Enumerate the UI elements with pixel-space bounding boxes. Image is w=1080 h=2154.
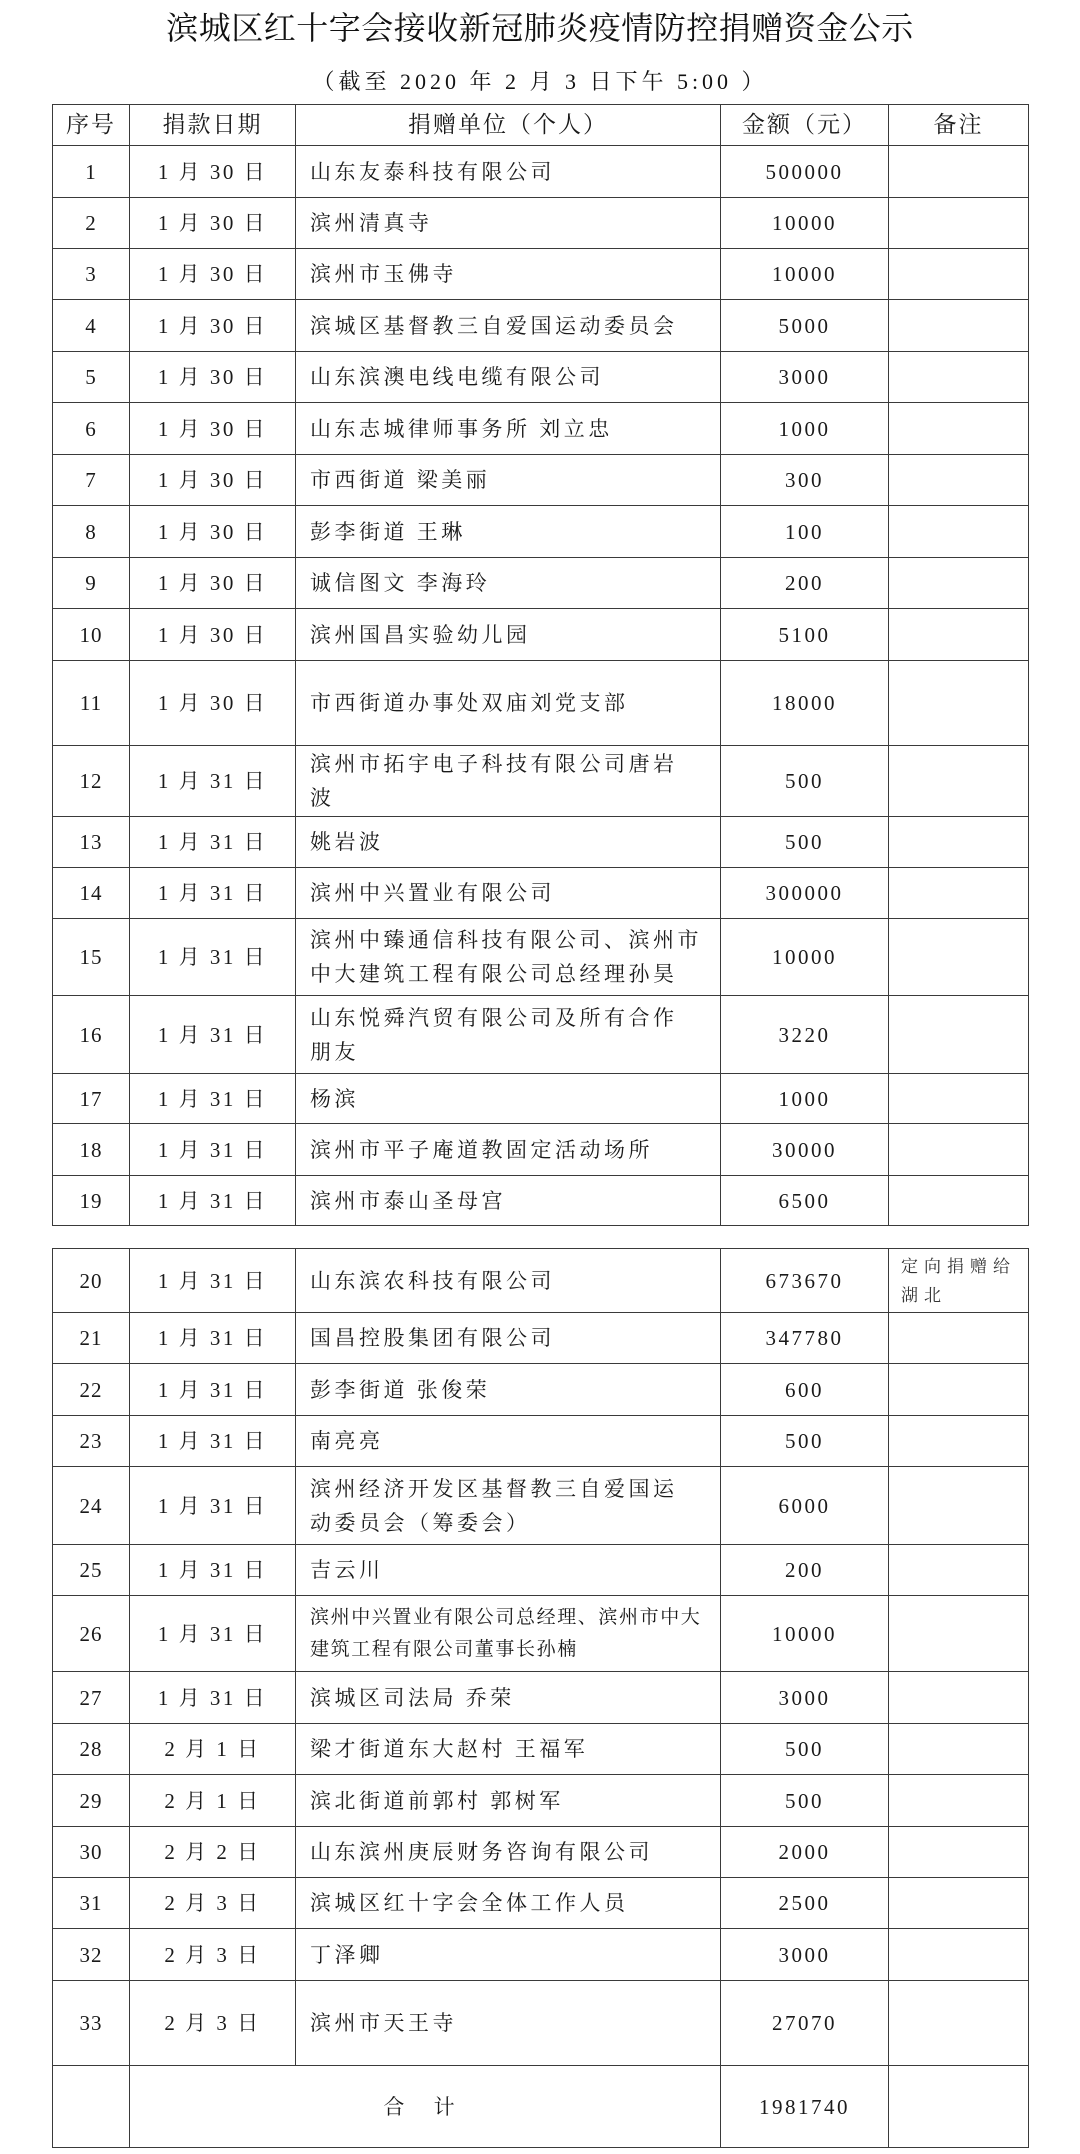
remark-cell xyxy=(889,249,1029,300)
donor-name-cell: 山东滨农科技有限公司 xyxy=(296,1249,721,1313)
amount-cell: 3000 xyxy=(721,352,889,403)
remark-cell xyxy=(889,1313,1029,1364)
row-index-cell: 26 xyxy=(53,1596,130,1672)
table-row xyxy=(53,996,1029,1074)
donation-date-cell: 1 月 31 日 xyxy=(130,1467,296,1545)
row-index-cell: 20 xyxy=(53,1249,130,1313)
amount-cell: 10000 xyxy=(721,919,889,996)
row-index-cell: 25 xyxy=(53,1545,130,1596)
total-index-cell xyxy=(53,2066,130,2148)
table-row xyxy=(53,868,1029,919)
remark-cell xyxy=(889,1364,1029,1416)
donation-table-part-2 xyxy=(52,1248,1029,2148)
amount-cell: 3000 xyxy=(721,1672,889,1724)
row-index-cell: 19 xyxy=(53,1176,130,1226)
donor-name-cell: 彭李街道 王琳 xyxy=(296,506,721,558)
amount-cell: 600 xyxy=(721,1364,889,1416)
header-remark: 备注 xyxy=(889,105,1029,146)
donor-name-cell: 丁泽卿 xyxy=(296,1929,721,1981)
donor-name-cell: 滨城区基督教三自爱国运动委员会 xyxy=(296,300,721,352)
donation-date-cell: 1 月 31 日 xyxy=(130,1672,296,1724)
amount-cell: 2000 xyxy=(721,1827,889,1878)
row-index-cell: 13 xyxy=(53,817,130,868)
row-index-cell: 10 xyxy=(53,609,130,661)
table-row xyxy=(53,403,1029,455)
donation-date-cell: 2 月 2 日 xyxy=(130,1827,296,1878)
table-row xyxy=(53,1313,1029,1364)
total-remark-cell xyxy=(889,2066,1029,2148)
amount-cell: 500 xyxy=(721,817,889,868)
table-row xyxy=(53,1981,1029,2066)
donor-name-cell: 山东友泰科技有限公司 xyxy=(296,146,721,198)
remark-cell xyxy=(889,1878,1029,1929)
table-row xyxy=(53,1176,1029,1226)
donor-name-cell: 滨州经济开发区基督教三自爱国运 动委员会（筹委会） xyxy=(296,1467,721,1545)
donor-name-cell: 滨州清真寺 xyxy=(296,198,721,249)
header-date: 捐款日期 xyxy=(130,105,296,146)
row-index-cell: 30 xyxy=(53,1827,130,1878)
donation-date-cell: 1 月 30 日 xyxy=(130,455,296,506)
amount-cell: 2500 xyxy=(721,1878,889,1929)
table-row xyxy=(53,558,1029,609)
remark-cell xyxy=(889,506,1029,558)
donation-date-cell: 2 月 3 日 xyxy=(130,1929,296,1981)
table-row xyxy=(53,1775,1029,1827)
amount-cell: 5100 xyxy=(721,609,889,661)
table-row xyxy=(53,1672,1029,1724)
donation-date-cell: 1 月 31 日 xyxy=(130,1124,296,1176)
row-index-cell: 1 xyxy=(53,146,130,198)
donation-table-part-1 xyxy=(52,104,1029,1226)
total-row xyxy=(53,2066,1029,2148)
donation-date-cell: 1 月 31 日 xyxy=(130,868,296,919)
remark-cell xyxy=(889,1416,1029,1467)
table-footer xyxy=(53,2066,1029,2148)
row-index-cell: 23 xyxy=(53,1416,130,1467)
row-index-cell: 12 xyxy=(53,746,130,817)
amount-cell: 3220 xyxy=(721,996,889,1074)
donation-date-cell: 1 月 31 日 xyxy=(130,746,296,817)
amount-cell: 1000 xyxy=(721,403,889,455)
remark-cell xyxy=(889,868,1029,919)
donor-name-cell: 滨州市玉佛寺 xyxy=(296,249,721,300)
donation-date-cell: 2 月 1 日 xyxy=(130,1775,296,1827)
donation-date-cell: 1 月 30 日 xyxy=(130,609,296,661)
amount-cell: 200 xyxy=(721,558,889,609)
table-row xyxy=(53,746,1029,817)
donor-name-cell: 滨州中兴置业有限公司 xyxy=(296,868,721,919)
amount-cell: 300000 xyxy=(721,868,889,919)
table-row xyxy=(53,1074,1029,1124)
row-index-cell: 33 xyxy=(53,1981,130,2066)
table-row xyxy=(53,352,1029,403)
remark-cell xyxy=(889,1981,1029,2066)
row-index-cell: 11 xyxy=(53,661,130,746)
remark-cell xyxy=(889,558,1029,609)
row-index-cell: 4 xyxy=(53,300,130,352)
row-index-cell: 7 xyxy=(53,455,130,506)
donor-name-cell: 南亮亮 xyxy=(296,1416,721,1467)
table-row xyxy=(53,1878,1029,1929)
remark-cell xyxy=(889,1929,1029,1981)
remark-cell xyxy=(889,1724,1029,1775)
table-row xyxy=(53,609,1029,661)
donation-date-cell: 1 月 31 日 xyxy=(130,996,296,1074)
amount-cell: 10000 xyxy=(721,198,889,249)
amount-cell: 300 xyxy=(721,455,889,506)
remark-cell xyxy=(889,1124,1029,1176)
remark-cell xyxy=(889,352,1029,403)
remark-cell xyxy=(889,403,1029,455)
donor-name-cell: 市西街道办事处双庙刘党支部 xyxy=(296,661,721,746)
donation-date-cell: 2 月 1 日 xyxy=(130,1724,296,1775)
table-row xyxy=(53,455,1029,506)
amount-cell: 500 xyxy=(721,746,889,817)
donor-name-cell: 山东滨州庚辰财务咨询有限公司 xyxy=(296,1827,721,1878)
donation-date-cell: 2 月 3 日 xyxy=(130,1878,296,1929)
donor-name-cell: 滨州中兴置业有限公司总经理、滨州市中大 建筑工程有限公司董事长孙楠 xyxy=(296,1596,721,1672)
donor-name-cell: 诚信图文 李海玲 xyxy=(296,558,721,609)
table-row xyxy=(53,1467,1029,1545)
table-row xyxy=(53,1596,1029,1672)
donor-name-cell: 山东悦舜汽贸有限公司及所有合作 朋友 xyxy=(296,996,721,1074)
donor-name-cell: 彭李街道 张俊荣 xyxy=(296,1364,721,1416)
donor-name-cell: 滨州市天王寺 xyxy=(296,1981,721,2066)
donation-date-cell: 1 月 31 日 xyxy=(130,817,296,868)
table-row xyxy=(53,198,1029,249)
table-row xyxy=(53,1827,1029,1878)
donation-date-cell: 1 月 30 日 xyxy=(130,300,296,352)
donor-name-cell: 山东滨澳电线电缆有限公司 xyxy=(296,352,721,403)
row-index-cell: 29 xyxy=(53,1775,130,1827)
amount-cell: 5000 xyxy=(721,300,889,352)
amount-cell: 500 xyxy=(721,1416,889,1467)
table-header xyxy=(53,105,1029,146)
row-index-cell: 8 xyxy=(53,506,130,558)
amount-cell: 347780 xyxy=(721,1313,889,1364)
remark-cell: 定向捐赠给 湖北 xyxy=(889,1249,1029,1313)
total-label: 合 计 xyxy=(130,2066,721,2148)
remark-cell xyxy=(889,455,1029,506)
donation-date-cell: 1 月 30 日 xyxy=(130,558,296,609)
row-index-cell: 3 xyxy=(53,249,130,300)
amount-cell: 500 xyxy=(721,1724,889,1775)
table-row xyxy=(53,1249,1029,1313)
row-index-cell: 18 xyxy=(53,1124,130,1176)
donor-name-cell: 市西街道 梁美丽 xyxy=(296,455,721,506)
donor-name-cell: 吉云川 xyxy=(296,1545,721,1596)
page-subtitle: （截至 2020 年 2 月 3 日下午 5:00 ） xyxy=(312,69,768,94)
amount-cell: 1000 xyxy=(721,1074,889,1124)
remark-cell xyxy=(889,817,1029,868)
table-body-part-2 xyxy=(53,1249,1029,2066)
header-index: 序号 xyxy=(53,105,130,146)
donation-date-cell: 1 月 30 日 xyxy=(130,198,296,249)
remark-cell xyxy=(889,1467,1029,1545)
amount-cell: 100 xyxy=(721,506,889,558)
amount-cell: 27070 xyxy=(721,1981,889,2066)
donation-date-cell: 1 月 30 日 xyxy=(130,661,296,746)
amount-cell: 6000 xyxy=(721,1467,889,1545)
table-row xyxy=(53,661,1029,746)
header-amount: 金额（元） xyxy=(721,105,889,146)
donor-name-cell: 国昌控股集团有限公司 xyxy=(296,1313,721,1364)
amount-cell: 10000 xyxy=(721,1596,889,1672)
amount-cell: 18000 xyxy=(721,661,889,746)
table-row xyxy=(53,300,1029,352)
amount-cell: 200 xyxy=(721,1545,889,1596)
table-row xyxy=(53,1416,1029,1467)
donation-date-cell: 1 月 30 日 xyxy=(130,249,296,300)
remark-cell xyxy=(889,919,1029,996)
row-index-cell: 28 xyxy=(53,1724,130,1775)
donor-name-cell: 滨州市平子庵道教固定活动场所 xyxy=(296,1124,721,1176)
amount-cell: 10000 xyxy=(721,249,889,300)
donation-date-cell: 1 月 31 日 xyxy=(130,1176,296,1226)
row-index-cell: 16 xyxy=(53,996,130,1074)
donation-date-cell: 1 月 31 日 xyxy=(130,1545,296,1596)
donation-date-cell: 2 月 3 日 xyxy=(130,1981,296,2066)
remark-cell xyxy=(889,746,1029,817)
amount-cell: 3000 xyxy=(721,1929,889,1981)
remark-cell xyxy=(889,146,1029,198)
donation-date-cell: 1 月 30 日 xyxy=(130,352,296,403)
donation-date-cell: 1 月 30 日 xyxy=(130,506,296,558)
donor-name-cell: 杨滨 xyxy=(296,1074,721,1124)
header-donor: 捐赠单位（个人） xyxy=(296,105,721,146)
donor-name-cell: 山东志城律师事务所 刘立忠 xyxy=(296,403,721,455)
donation-date-cell: 1 月 31 日 xyxy=(130,1364,296,1416)
row-index-cell: 27 xyxy=(53,1672,130,1724)
remark-cell xyxy=(889,661,1029,746)
donation-date-cell: 1 月 30 日 xyxy=(130,403,296,455)
table-row xyxy=(53,1545,1029,1596)
remark-cell xyxy=(889,609,1029,661)
donor-name-cell: 滨州市拓宇电子科技有限公司唐岩 波 xyxy=(296,746,721,817)
donor-name-cell: 滨州国昌实验幼儿园 xyxy=(296,609,721,661)
donor-name-cell: 滨北街道前郭村 郭树军 xyxy=(296,1775,721,1827)
row-index-cell: 14 xyxy=(53,868,130,919)
table-body-part-1 xyxy=(53,146,1029,1226)
row-index-cell: 24 xyxy=(53,1467,130,1545)
donation-date-cell: 1 月 31 日 xyxy=(130,1249,296,1313)
table-row xyxy=(53,1364,1029,1416)
amount-cell: 30000 xyxy=(721,1124,889,1176)
donation-date-cell: 1 月 31 日 xyxy=(130,1596,296,1672)
remark-cell xyxy=(889,1545,1029,1596)
row-index-cell: 15 xyxy=(53,919,130,996)
donor-name-cell: 滨城区红十字会全体工作人员 xyxy=(296,1878,721,1929)
remark-cell xyxy=(889,1672,1029,1724)
table-row xyxy=(53,1724,1029,1775)
row-index-cell: 17 xyxy=(53,1074,130,1124)
remark-cell xyxy=(889,1827,1029,1878)
donation-date-cell: 1 月 31 日 xyxy=(130,1416,296,1467)
row-index-cell: 31 xyxy=(53,1878,130,1929)
donor-name-cell: 姚岩波 xyxy=(296,817,721,868)
row-index-cell: 9 xyxy=(53,558,130,609)
table-row xyxy=(53,817,1029,868)
amount-cell: 673670 xyxy=(721,1249,889,1313)
remark-cell xyxy=(889,300,1029,352)
page-title: 滨城区红十字会接收新冠肺炎疫情防控捐赠资金公示 xyxy=(166,9,914,47)
donor-name-cell: 滨州中臻通信科技有限公司、滨州市 中大建筑工程有限公司总经理孙昊 xyxy=(296,919,721,996)
row-index-cell: 22 xyxy=(53,1364,130,1416)
remark-cell xyxy=(889,996,1029,1074)
table-row xyxy=(53,919,1029,996)
table-row xyxy=(53,146,1029,198)
remark-cell xyxy=(889,1074,1029,1124)
row-index-cell: 21 xyxy=(53,1313,130,1364)
donation-date-cell: 1 月 30 日 xyxy=(130,146,296,198)
donation-date-cell: 1 月 31 日 xyxy=(130,1313,296,1364)
total-amount: 1981740 xyxy=(721,2066,889,2148)
remark-cell xyxy=(889,198,1029,249)
amount-cell: 500000 xyxy=(721,146,889,198)
row-index-cell: 2 xyxy=(53,198,130,249)
amount-cell: 6500 xyxy=(721,1176,889,1226)
header-row xyxy=(53,105,1029,146)
table-row xyxy=(53,506,1029,558)
donation-date-cell: 1 月 31 日 xyxy=(130,1074,296,1124)
donor-name-cell: 滨城区司法局 乔荣 xyxy=(296,1672,721,1724)
donor-name-cell: 梁才街道东大赵村 王福军 xyxy=(296,1724,721,1775)
remark-cell xyxy=(889,1176,1029,1226)
remark-cell xyxy=(889,1775,1029,1827)
amount-cell: 500 xyxy=(721,1775,889,1827)
table-row xyxy=(53,249,1029,300)
table-row xyxy=(53,1124,1029,1176)
row-index-cell: 32 xyxy=(53,1929,130,1981)
remark-cell xyxy=(889,1596,1029,1672)
donation-date-cell: 1 月 31 日 xyxy=(130,919,296,996)
row-index-cell: 5 xyxy=(53,352,130,403)
row-index-cell: 6 xyxy=(53,403,130,455)
donor-name-cell: 滨州市泰山圣母宫 xyxy=(296,1176,721,1226)
table-row xyxy=(53,1929,1029,1981)
